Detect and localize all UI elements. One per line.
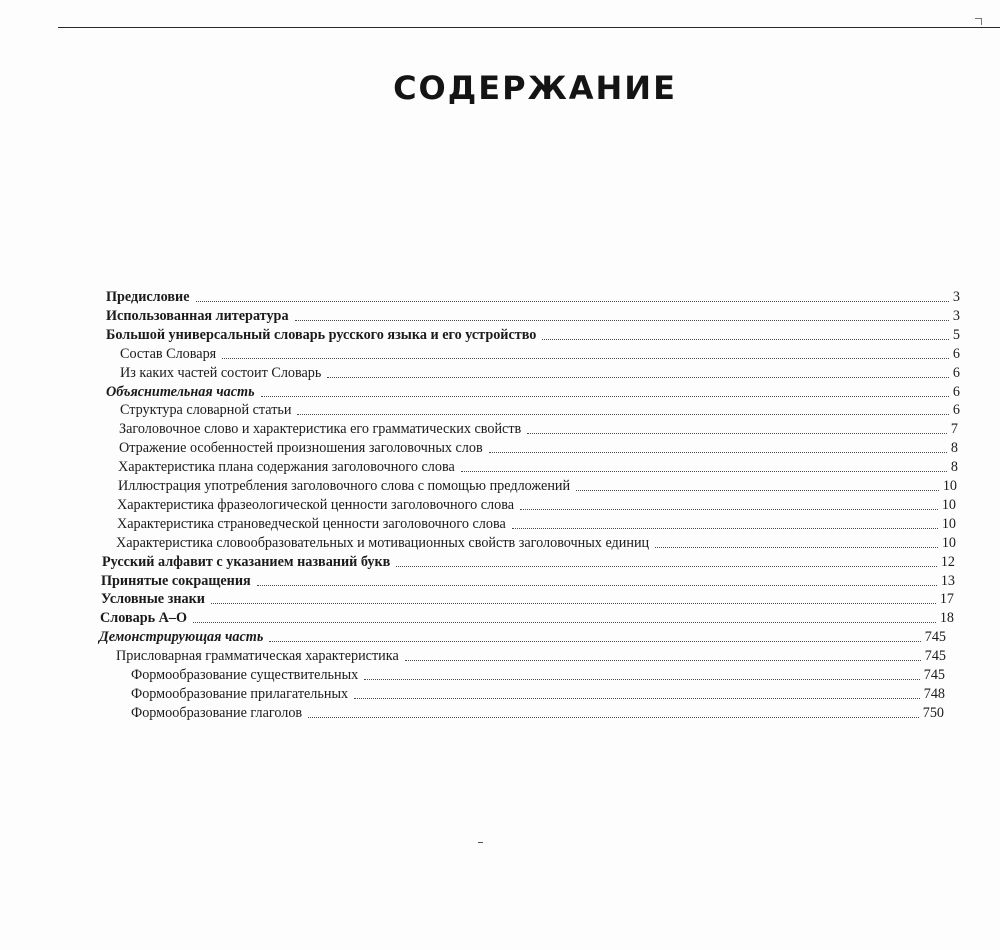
toc-entry-title: Характеристика словообразовательных и мотивационных свойств заголовочных единиц — [116, 534, 650, 551]
toc-entry — [116, 647, 946, 665]
toc-entry — [100, 609, 954, 627]
toc-entry — [119, 420, 958, 438]
toc-entry-title: Структура словарной статьи — [120, 402, 292, 419]
toc-entry — [106, 383, 960, 401]
toc-entry-page: 7 — [950, 421, 958, 438]
dot-leader — [396, 565, 936, 567]
toc-entry-page: 748 — [923, 685, 945, 702]
toc-entry-page: 10 — [941, 496, 956, 513]
toc-entry-title: Иллюстрация употребления заголовочного слова с помощью предложений — [118, 478, 571, 494]
dot-leader — [576, 489, 939, 491]
dot-leader — [269, 640, 920, 642]
toc-entry — [106, 326, 960, 344]
dot-leader — [405, 659, 921, 661]
toc-entry-title: Отражение особенностей произношения заголовочных слов — [119, 440, 483, 457]
toc-entry-title: Из каких частей состоит Словарь — [120, 364, 322, 381]
toc-entry-page: 745 — [923, 667, 945, 683]
toc-entry — [117, 496, 956, 514]
dot-leader — [520, 508, 938, 510]
toc-entry-title: Характеристика плана содержания заголовочного слова — [118, 459, 455, 476]
toc-entry-page: 745 — [924, 648, 946, 665]
toc-entry-title: Характеристика страноведческой ценности заголовочного слова — [117, 515, 506, 532]
toc-entry — [106, 307, 960, 325]
toc-entry — [131, 685, 945, 703]
toc-entry-page: 18 — [939, 610, 954, 627]
toc-entry-title: Предисловие — [106, 289, 190, 305]
dot-leader — [261, 395, 949, 397]
toc-entry-page: 6 — [952, 383, 960, 400]
toc-entry-title: Условные знаки — [101, 591, 205, 608]
toc-entry-page: 6 — [952, 364, 960, 381]
toc-entry-title: Объяснительная часть — [106, 383, 255, 400]
toc-entry-title: Словарь А–О — [100, 610, 188, 627]
toc-entry-title: Демонстрирующая часть — [99, 629, 264, 646]
toc-entry — [119, 439, 958, 457]
toc-entry-title: Формообразование прилагательных — [131, 685, 349, 702]
dot-leader — [297, 413, 948, 415]
toc-entry — [120, 401, 960, 419]
toc-entry-page: 8 — [950, 440, 958, 457]
toc-entry — [102, 553, 955, 571]
toc-entry — [131, 704, 944, 722]
toc-entry-page: 3 — [952, 289, 960, 305]
toc-entry-page: 3 — [952, 307, 960, 324]
toc-entry-title: Состав Словаря — [120, 345, 217, 362]
top-rule — [58, 27, 1000, 28]
dot-leader — [489, 451, 947, 453]
toc-entry — [101, 590, 954, 608]
toc-entry-title: Формообразование глаголов — [131, 704, 303, 721]
toc-entry-page: 750 — [922, 704, 944, 721]
toc-entry-title: Заголовочное слово и характеристика его грамматических свойств — [119, 421, 522, 438]
dot-leader — [211, 602, 936, 604]
dot-leader — [354, 697, 920, 699]
dot-leader — [308, 716, 919, 718]
dot-leader — [655, 546, 938, 548]
toc-entry — [120, 345, 960, 363]
crop-mark — [975, 18, 982, 25]
page-title: СОДЕРЖАНИЕ — [393, 69, 677, 108]
toc-entry — [99, 628, 946, 646]
dot-leader — [222, 357, 949, 359]
dot-leader — [461, 470, 947, 472]
dot-leader — [196, 300, 949, 302]
toc-entry — [117, 515, 956, 533]
toc-entry-page: 6 — [952, 402, 960, 419]
toc-entry-title: Использованная литература — [106, 307, 289, 324]
dot-leader — [327, 376, 949, 378]
toc-entry-title: Русский алфавит с указанием названий букв — [102, 553, 391, 570]
toc-entry-page: 8 — [950, 459, 958, 476]
dot-leader — [257, 584, 937, 586]
toc-entry-page: 12 — [940, 553, 955, 570]
dot-leader — [542, 338, 949, 340]
toc-entry-title: Большой универсальный словарь русского языка и его устройство — [106, 326, 537, 343]
toc-entry — [116, 534, 956, 552]
dot-leader — [193, 621, 936, 623]
dot-leader — [364, 678, 919, 680]
toc-entry-page: 5 — [952, 326, 960, 343]
toc-entry-page: 10 — [942, 478, 957, 494]
toc-entry — [118, 458, 958, 476]
toc-entry-page: 17 — [939, 591, 954, 608]
toc-entry-page: 10 — [941, 515, 956, 532]
toc-entry — [131, 666, 945, 684]
toc-entry — [106, 288, 960, 306]
toc-entry-title: Формообразование существительных — [131, 667, 359, 683]
toc-entry — [118, 477, 957, 495]
toc-entry-page: 10 — [941, 534, 956, 551]
dot-leader — [512, 527, 938, 529]
dot-leader — [295, 319, 949, 321]
toc-entry-title: Характеристика фразеологической ценности заголовочного слова — [117, 496, 515, 513]
toc-entry — [101, 572, 955, 590]
page-mark — [478, 842, 483, 843]
toc-entry-page: 6 — [952, 345, 960, 362]
toc-entry — [120, 364, 960, 382]
dot-leader — [527, 432, 947, 434]
toc-entry-title: Присловарная грамматическая характеристика — [116, 648, 399, 665]
toc-entry-page: 13 — [940, 572, 955, 589]
toc-entry-title: Принятые сокращения — [101, 572, 251, 589]
toc-entry-page: 745 — [924, 629, 946, 646]
